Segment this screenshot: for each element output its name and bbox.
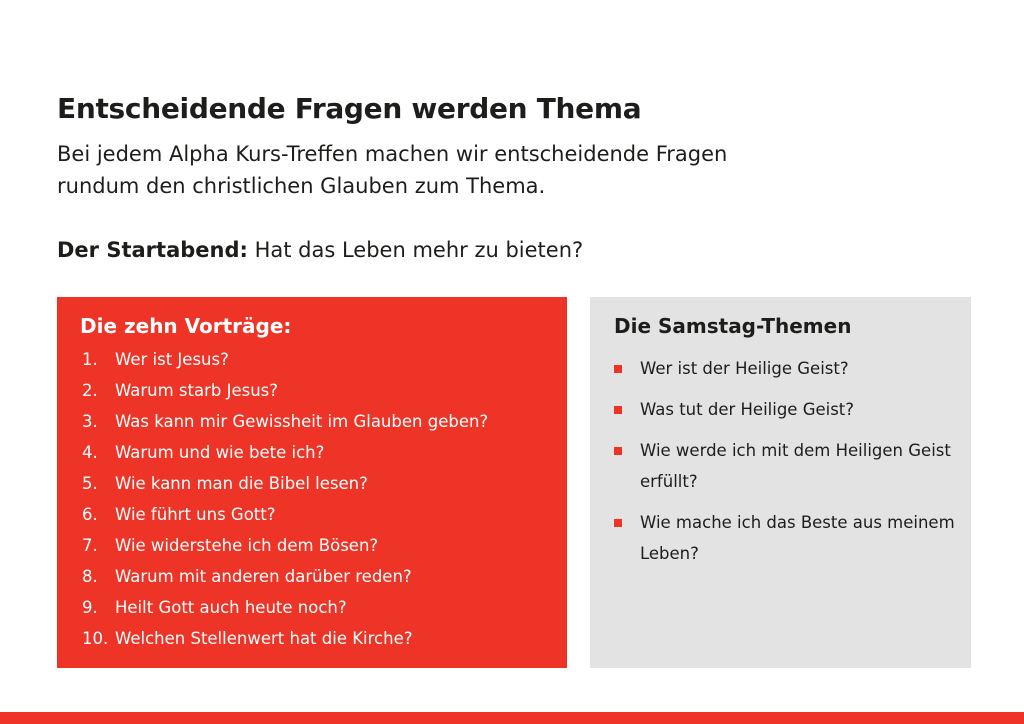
start-evening-label: Der Startabend: bbox=[57, 238, 248, 262]
list-item bbox=[82, 406, 488, 437]
start-evening-text: Hat das Leben mehr zu bieten? bbox=[247, 238, 584, 262]
list-item-text: Wie kann man die Bibel lesen? bbox=[115, 474, 368, 493]
list-item bbox=[82, 592, 488, 623]
saturday-heading: Die Samstag-Themen bbox=[614, 314, 852, 338]
square-bullet-icon bbox=[614, 406, 622, 414]
square-bullet-icon bbox=[614, 447, 622, 455]
list-item bbox=[82, 623, 488, 654]
list-item bbox=[82, 437, 488, 468]
talks-panel bbox=[57, 297, 567, 668]
list-item-text: Was kann mir Gewissheit im Glauben geben? bbox=[115, 412, 489, 431]
list-item-text: Warum starb Jesus? bbox=[115, 381, 279, 400]
list-item-number: 8. bbox=[82, 567, 98, 586]
list-item bbox=[82, 468, 488, 499]
list-item-text: Wie widerstehe ich dem Bösen? bbox=[115, 536, 379, 555]
list-item-text: Heilt Gott auch heute noch? bbox=[115, 598, 347, 617]
intro-paragraph bbox=[57, 138, 877, 202]
list-item-number: 3. bbox=[82, 412, 98, 431]
list-item bbox=[614, 435, 960, 497]
intro-line-1: Bei jedem Alpha Kurs-Treffen machen wir entscheidende Fragen bbox=[57, 142, 728, 166]
list-item-text: Was tut der Heilige Geist? bbox=[640, 400, 855, 419]
list-item-text: Welchen Stellenwert hat die Kirche? bbox=[115, 629, 413, 648]
list-item-text: Wie werde ich mit dem Heiligen Geist erfüllt? bbox=[640, 441, 951, 491]
list-item bbox=[614, 394, 960, 425]
square-bullet-icon bbox=[614, 519, 622, 527]
list-item-number: 1. bbox=[82, 350, 98, 369]
list-item-number: 6. bbox=[82, 505, 98, 524]
list-item bbox=[82, 375, 488, 406]
talks-heading: Die zehn Vorträge: bbox=[80, 314, 292, 338]
list-item-number: 4. bbox=[82, 443, 98, 462]
list-item bbox=[82, 344, 488, 375]
square-bullet-icon bbox=[614, 365, 622, 373]
list-item-number: 10. bbox=[82, 629, 109, 648]
list-item-text: Warum mit anderen darüber reden? bbox=[115, 567, 412, 586]
list-item bbox=[614, 353, 960, 384]
list-item bbox=[614, 507, 960, 569]
saturday-list bbox=[614, 353, 960, 579]
list-item-text: Wer ist Jesus? bbox=[115, 350, 229, 369]
list-item-number: 2. bbox=[82, 381, 98, 400]
talks-list bbox=[82, 344, 488, 654]
list-item-text: Wie führt uns Gott? bbox=[115, 505, 276, 524]
intro-line-2: rundum den christlichen Glauben zum Thema. bbox=[57, 174, 546, 198]
start-evening bbox=[57, 238, 583, 262]
saturday-panel bbox=[590, 297, 971, 668]
list-item bbox=[82, 499, 488, 530]
list-item-number: 5. bbox=[82, 474, 98, 493]
list-item bbox=[82, 561, 488, 592]
list-item-text: Warum und wie bete ich? bbox=[115, 443, 325, 462]
page-title: Entscheidende Fragen werden Thema bbox=[57, 92, 642, 125]
list-item-number: 7. bbox=[82, 536, 98, 555]
bottom-accent-bar bbox=[0, 712, 1024, 724]
list-item bbox=[82, 530, 488, 561]
list-item-number: 9. bbox=[82, 598, 98, 617]
list-item-text: Wie mache ich das Beste aus meinem Leben? bbox=[640, 513, 955, 563]
list-item-text: Wer ist der Heilige Geist? bbox=[640, 359, 849, 378]
